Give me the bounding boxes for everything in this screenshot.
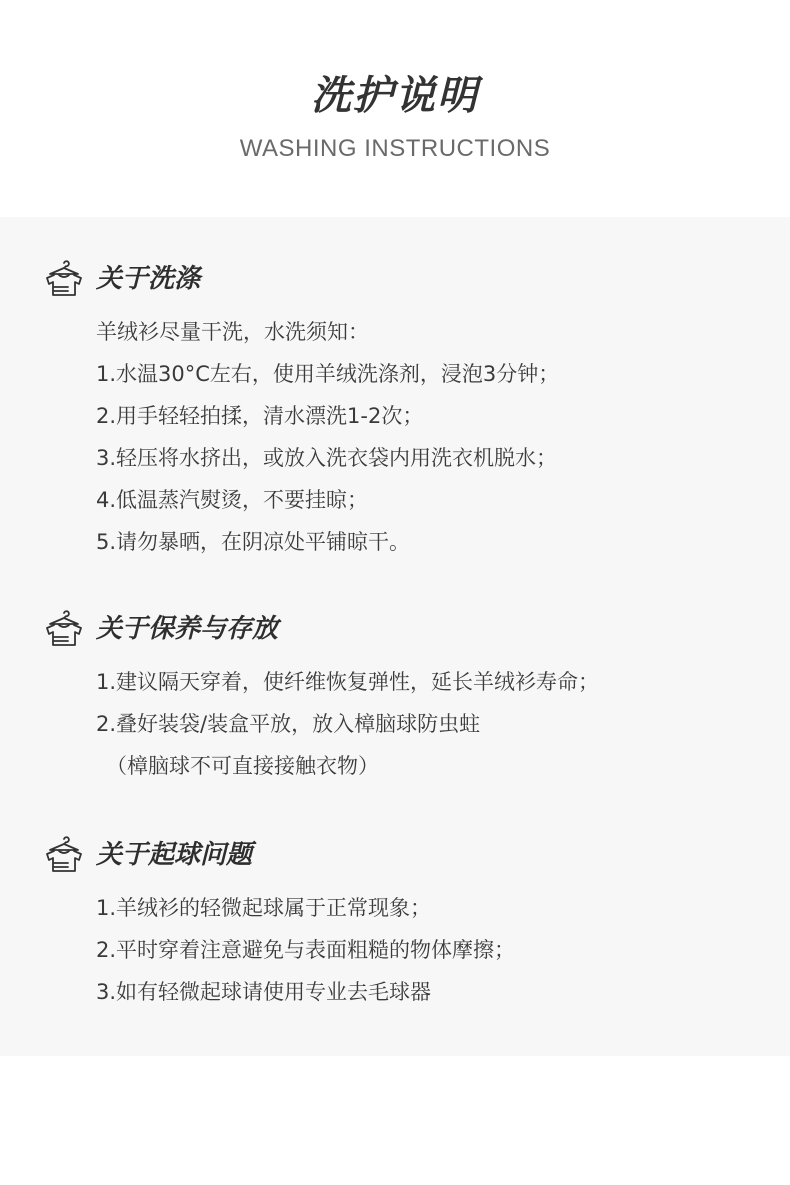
page-footer (0, 1056, 790, 1185)
list-item: （樟脑球不可直接接触衣物） (106, 754, 379, 778)
tshirt-hanger-icon (44, 259, 84, 299)
list-item: 羊绒衫尽量干洗，水洗须知： (96, 320, 369, 344)
page-header (0, 0, 790, 217)
list-item: 2.用手轻轻拍揉，清水漂洗1-2次； (96, 404, 424, 428)
section-title: 关于保养与存放 (96, 614, 279, 644)
list-item: 3.轻压将水挤出，或放入洗衣袋内用洗衣机脱水； (96, 446, 558, 470)
list-item: 4.低温蒸汽熨烫，不要挂晾； (96, 488, 369, 512)
section-title: 关于起球问题 (96, 840, 253, 870)
tshirt-hanger-icon (44, 835, 84, 875)
list-item: 2.叠好装袋/装盒平放，放入樟脑球防虫蛀 (96, 712, 481, 736)
list-item: 3.如有轻微起球请使用专业去毛球器 (96, 980, 432, 1004)
tshirt-hanger-icon (44, 609, 84, 649)
instruction-list (96, 661, 756, 787)
page-subtitle: WASHING INSTRUCTIONS (239, 135, 551, 162)
section-header (44, 609, 744, 649)
page-title: 洗护说明 (311, 73, 479, 119)
list-item: 5.请勿暴晒，在阴凉处平铺晾干。 (96, 530, 411, 554)
section-title: 关于洗涤 (96, 264, 201, 294)
instruction-list (96, 887, 756, 1013)
instructions-panel (0, 217, 790, 1056)
list-item: 1.羊绒衫的轻微起球属于正常现象； (96, 896, 432, 920)
section-header (44, 835, 744, 875)
list-item: 1.建议隔天穿着，使纤维恢复弹性，延长羊绒衫寿命； (96, 670, 600, 694)
section-header (44, 259, 744, 299)
instruction-list (96, 311, 756, 563)
list-item: 1.水温30°C左右，使用羊绒洗涤剂，浸泡3分钟； (96, 362, 560, 386)
list-item: 2.平时穿着注意避免与表面粗糙的物体摩擦； (96, 938, 516, 962)
